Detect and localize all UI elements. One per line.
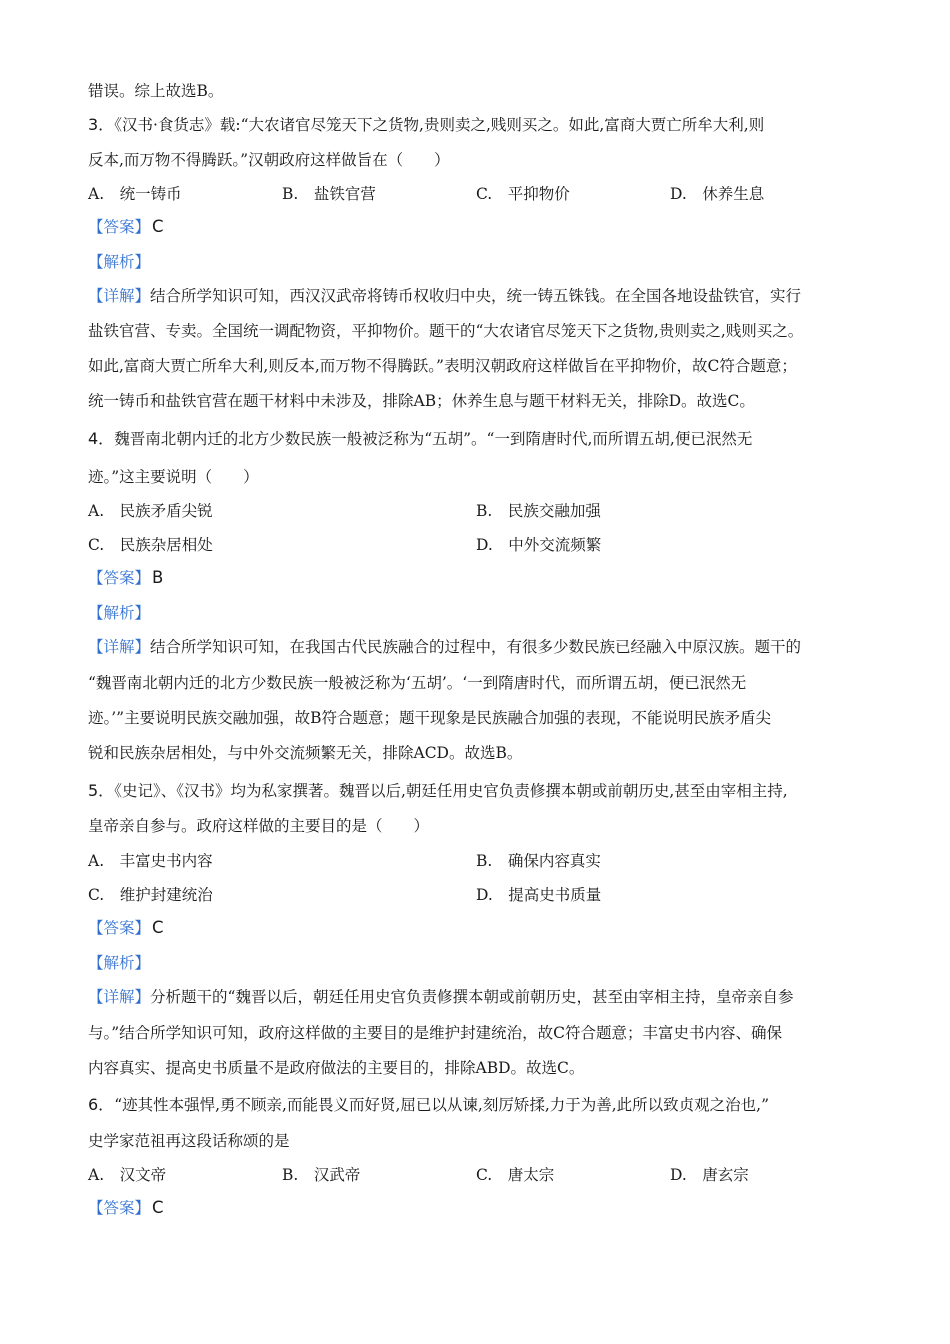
text-line: 锐和民族杂居相处，与中外交流频繁无关，排除ACD。故选B。 — [88, 744, 523, 762]
option-a: A. 统一铸币 — [88, 185, 182, 203]
analysis-tag: 【解析】 — [88, 604, 151, 622]
answer-value: C — [152, 918, 164, 937]
detail-tag: 【详解】 — [88, 287, 151, 305]
text-line: “魏晋南北朝内迁的北方少数民族一般被泛称为‘五胡’。‘一到隋唐时代，而所谓五胡，便已泯然无 — [88, 674, 747, 692]
text-line: 内容真实、提高史书质量不是政府做法的主要目的，排除ABD。故选C。 — [88, 1059, 585, 1077]
analysis-line — [88, 952, 890, 974]
question-4-stem-cont: 迹。”这主要说明（ ） — [88, 468, 259, 486]
answer-tag: 【答案】 — [88, 218, 151, 236]
text-line: 盐铁官营、专卖。全国统一调配物资，平抑物价。题干的“大农诸官尽笼天下之货物,贵则卖之,贱则买之。 — [88, 322, 804, 340]
question-5-stem: 5．《史记》、《汉书》均为私家撰著。魏晋以后,朝廷任用史官负责修撰本朝或前朝历史,甚至由宰相主持, — [88, 781, 788, 800]
answer-tag: 【答案】 — [88, 919, 151, 937]
text-line: 统一铸币和盐铁官营在题干材料中未涉及，排除AB；休养生息与题干材料无关，排除D。故选C。 — [88, 392, 755, 410]
answer-line — [88, 567, 890, 589]
option-a: A. 民族矛盾尖锐 — [88, 502, 213, 520]
detail-line: 【详解】结合所学知识可知，西汉汉武帝将铸币权收归中央，统一铸五铢钱。在全国各地设盐铁官，实行 — [88, 287, 802, 305]
question-number: 3． — [88, 115, 115, 134]
text-line: 迹。’”主要说明民族交融加强，故B符合题意；题干现象是民族融合加强的表现，不能说明民族矛盾尖 — [88, 709, 771, 727]
analysis-line — [88, 251, 890, 273]
question-number: 6． — [88, 1095, 115, 1114]
analysis-tag: 【解析】 — [88, 954, 151, 972]
answer-value: B — [152, 568, 164, 587]
answer-value: C — [152, 1198, 164, 1217]
option-d: D. 中外交流频繁 — [476, 536, 602, 554]
answer-value: C — [152, 217, 164, 236]
question-5-stem-cont: 皇帝亲自参与。政府这样做的主要目的是（ ） — [88, 817, 430, 835]
option-a: A. 丰富史书内容 — [88, 852, 213, 870]
question-4-stem: 4．魏晋南北朝内迁的北方少数民族一般被泛称为“五胡”。“一到隋唐时代,而所谓五胡,便已泯然无 — [88, 429, 753, 448]
question-3-stem-cont: 反本,而万物不得腾跃。”汉朝政府这样做旨在（ ） — [88, 151, 450, 169]
question-3-stem: 3．《汉书·食货志》载:“大农诸官尽笼天下之货物,贵则卖之,贱则买之。如此,富商大贾亡所牟大利,则 — [88, 115, 765, 134]
option-c: C. 民族杂居相处 — [88, 536, 213, 554]
detail-line: 【详解】结合所学知识可知，在我国古代民族融合的过程中，有很多少数民族已经融入中原汉族。题干的 — [88, 638, 802, 656]
question-6-stem: 6．“迹其性本强悍,勇不顾亲,而能畏义而好贤,屈已以从谏,刻厉矫揉,力于为善,此所以致贞观之治也,” — [88, 1095, 770, 1114]
answer-tag: 【答案】 — [88, 569, 151, 587]
option-d: D. 提高史书质量 — [476, 886, 602, 904]
question-number: 5． — [88, 781, 115, 800]
text-line: 与。”结合所学知识可知，政府这样做的主要目的是维护封建统治，故C符合题意；丰富史书内容、确保 — [88, 1024, 783, 1042]
answer-tag: 【答案】 — [88, 1199, 151, 1217]
answer-line — [88, 216, 890, 238]
option-d: D. 休养生息 — [670, 185, 765, 203]
option-b: B. 民族交融加强 — [476, 502, 601, 520]
option-b: B. 盐铁官营 — [282, 185, 376, 203]
detail-line: 【详解】分析题干的“魏晋以后，朝廷任用史官负责修撰本朝或前朝历史，甚至由宰相主持，皇帝亲自参 — [88, 988, 794, 1006]
option-b: B. 汉武帝 — [282, 1166, 361, 1184]
answer-line — [88, 1197, 890, 1219]
answer-line — [88, 917, 890, 939]
question-6-stem-cont: 史学家范祖再这段话称颂的是 — [88, 1132, 290, 1150]
option-c: C. 平抑物价 — [476, 185, 570, 203]
analysis-line — [88, 602, 890, 624]
option-b: B. 确保内容真实 — [476, 852, 601, 870]
detail-tag: 【详解】 — [88, 988, 151, 1006]
option-d: D. 唐玄宗 — [670, 1166, 749, 1184]
text-line: 错误。综上故选B。 — [88, 82, 224, 100]
option-c: C. 唐太宗 — [476, 1166, 555, 1184]
analysis-tag: 【解析】 — [88, 253, 151, 271]
option-c: C. 维护封建统治 — [88, 886, 213, 904]
text-line: 如此,富商大贾亡所牟大利,则反本,而万物不得腾跃。”表明汉朝政府这样做旨在平抑物价，故C符合题意； — [88, 357, 797, 375]
question-number: 4． — [88, 429, 115, 448]
option-a: A. 汉文帝 — [88, 1166, 167, 1184]
detail-tag: 【详解】 — [88, 638, 151, 656]
